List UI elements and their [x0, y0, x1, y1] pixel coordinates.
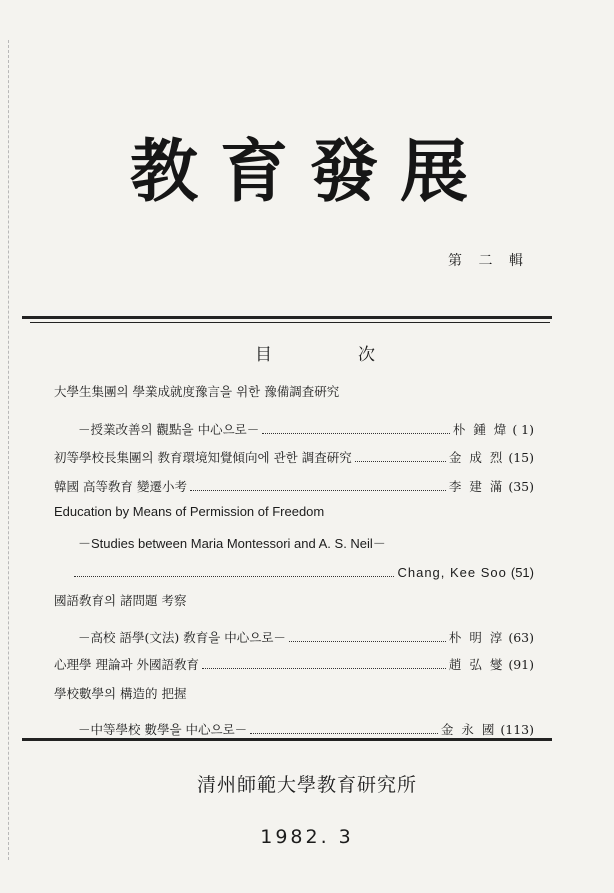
- entry-title: 國語敎育의 諸問題 考察: [54, 593, 187, 608]
- entry-author: 朴 鍾 煒: [452, 422, 509, 437]
- entry-subtitle: －高校 語學(文法) 敎育을 中心으로－: [78, 630, 286, 645]
- entry-subtitle: －Studies between Maria Montessori and A. S. Neil－: [78, 536, 386, 551]
- entry-title: 初等學校長集團의 教育環境知覺傾向에 관한 調査硏究: [54, 450, 352, 465]
- bottom-divider: [22, 738, 552, 741]
- toc-entry[interactable]: [54, 655, 534, 675]
- toc-entry[interactable]: [54, 420, 534, 440]
- toc-entry[interactable]: [54, 684, 534, 704]
- toc-heading-char-2: 次: [358, 345, 375, 365]
- entry-subtitle: －中等學校 數學을 中心으로－: [78, 722, 248, 737]
- entry-title: 學校數學의 構造的 把握: [54, 686, 187, 701]
- top-divider: [22, 316, 552, 319]
- entry-author: 金 成 烈: [448, 450, 505, 465]
- entry-page: (15): [508, 450, 534, 465]
- leader-dots: [74, 568, 394, 577]
- entry-author: 金 永 國: [440, 722, 497, 737]
- entry-page: (91): [508, 657, 534, 672]
- toc-entry[interactable]: [54, 628, 534, 648]
- toc-entry[interactable]: [54, 720, 534, 740]
- entry-page: (63): [508, 630, 534, 645]
- leader-dots: [250, 725, 438, 734]
- leader-dots: [289, 633, 446, 642]
- toc-entry[interactable]: [54, 591, 534, 611]
- toc-entry[interactable]: [54, 448, 534, 468]
- entry-title: Education by Means of Permission of Freedom: [54, 504, 325, 519]
- toc-heading: [255, 340, 375, 365]
- publisher: 清州師範大學教育研究所: [196, 774, 417, 796]
- toc-entry[interactable]: [54, 565, 534, 585]
- entry-subtitle: －授業改善의 觀點을 中心으로－: [78, 422, 260, 437]
- entry-author: 朴 明 淳: [448, 630, 505, 645]
- toc-heading-char-1: 目: [255, 345, 272, 365]
- entry-page: ( 1): [512, 422, 534, 437]
- entry-author: 趙 弘 燮: [448, 657, 505, 672]
- entry-title: 心理學 理論과 外國語敎育: [54, 657, 200, 672]
- entry-title: 大學生集團의 學業成就度豫言을 위한 豫備調査硏究: [54, 384, 340, 399]
- leader-dots: [355, 453, 446, 462]
- entry-title: 韓國 高等敎育 變遷小考: [54, 479, 187, 494]
- entry-author: 李 建 滿: [448, 479, 505, 494]
- binding-edge: [8, 40, 10, 860]
- publication-date: 1982. 3: [260, 826, 354, 848]
- leader-dots: [190, 482, 446, 491]
- entry-author: Chang, Kee Soo: [397, 565, 507, 580]
- toc-entry[interactable]: [54, 504, 534, 524]
- entry-page: (35): [508, 479, 534, 494]
- issue-number: 第 二 輯: [448, 253, 529, 269]
- toc-entry[interactable]: [54, 382, 534, 402]
- journal-title: 教育發展: [129, 132, 490, 212]
- leader-dots: [202, 660, 446, 669]
- toc-entry[interactable]: [54, 477, 534, 497]
- leader-dots: [262, 425, 450, 434]
- top-divider-thin: [30, 322, 550, 323]
- toc-entry[interactable]: [54, 533, 534, 553]
- entry-page: (113): [500, 722, 534, 737]
- entry-page: (51): [510, 565, 534, 580]
